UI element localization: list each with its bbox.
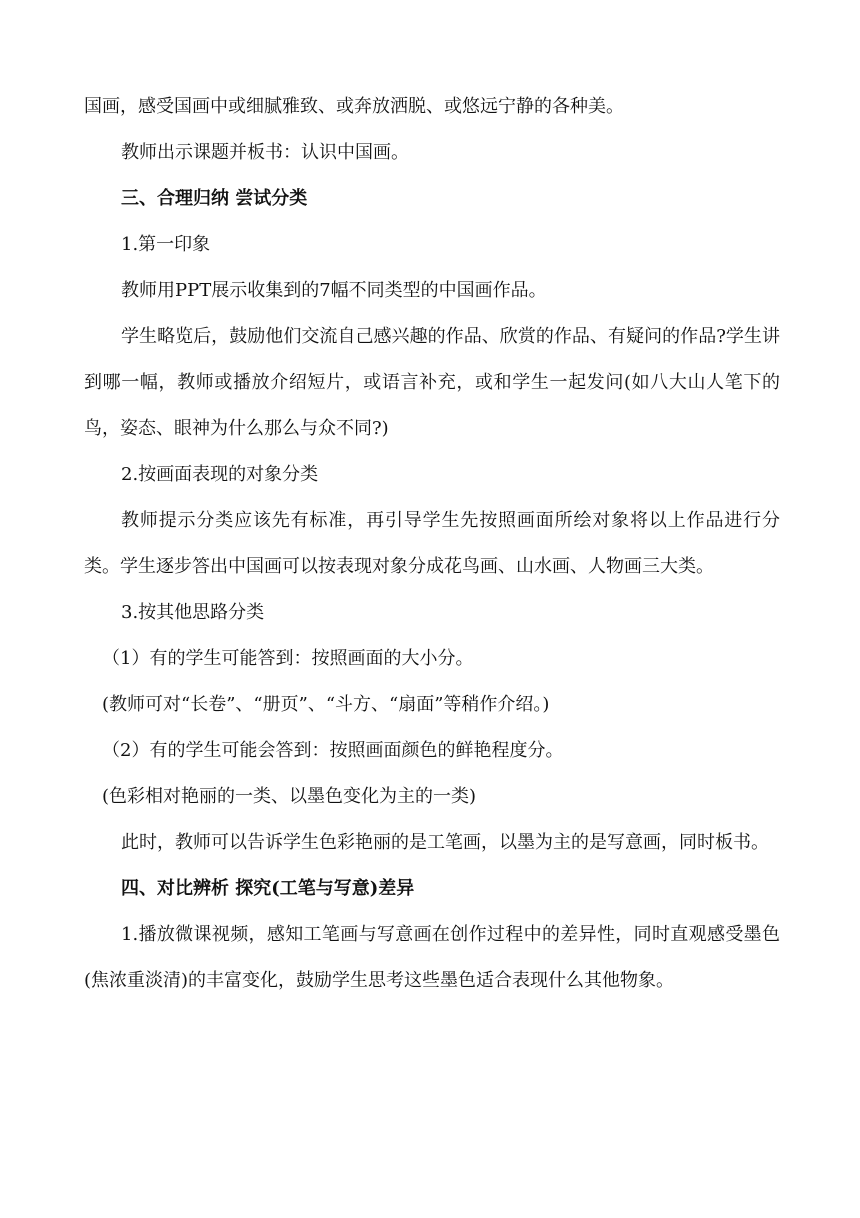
paragraph-gongbi-xieyi: 此时，教师可以告诉学生色彩艳丽的是工笔画，以墨为主的是写意画，同时板书。: [121, 832, 769, 853]
paragraph-answer-1: （1）有的学生可能答到：按照画面的大小分。: [102, 648, 474, 669]
paragraph-answer-2: （2）有的学生可能会答到：按照画面颜色的鲜艳程度分。: [102, 740, 564, 761]
paragraph-ppt-display: 教师用PPT展示收集到的7幅不同类型的中国画作品。: [121, 280, 547, 301]
paragraph-note-2: (色彩相对艳丽的一类、以墨色变化为主的一类): [102, 786, 477, 807]
paragraph-classify-by-object: 教师提示分类应该先有标准，再引导学生先按照画面所绘对象将以上作品进行分类。学生逐步答出中国画可以按表现对象分成花鸟画、山水画、人物画三大类。: [84, 510, 780, 577]
subheading-classify-by-object: 2.按画面表现的对象分类: [121, 464, 319, 485]
paragraph-student-discussion: 学生略览后，鼓励他们交流自己感兴趣的作品、欣赏的作品、有疑问的作品?学生讲到哪一幅，教师或播放介绍短片，或语言补充，或和学生一起发问(如八大山人笔下的鸟，姿态、眼神为什么那么与众不同?): [84, 326, 780, 439]
section-heading-3: 三、合理归纳 尝试分类: [121, 188, 308, 209]
paragraph-note-1: (教师可对“长卷”、“册页”、“斗方、“扇面”等稍作介绍。): [102, 694, 550, 715]
paragraph-intro-continuation: 国画，感受国画中或细腻雅致、或奔放洒脱、或悠远宁静的各种美。: [84, 96, 624, 117]
document-page: [84, 84, 780, 1004]
paragraph-micro-video: 1.播放微课视频，感知工笔画与写意画在创作过程中的差异性，同时直观感受墨色(焦浓重淡清)的丰富变化，鼓励学生思考这些墨色适合表现什么其他物象。: [84, 924, 780, 991]
section-heading-4: 四、对比辨析 探究(工笔与写意)差异: [121, 878, 415, 899]
paragraph-blackboard-title: 教师出示课题并板书：认识中国画。: [121, 142, 409, 163]
subheading-classify-other: 3.按其他思路分类: [121, 602, 265, 623]
subheading-first-impression: 1.第一印象: [121, 234, 211, 255]
